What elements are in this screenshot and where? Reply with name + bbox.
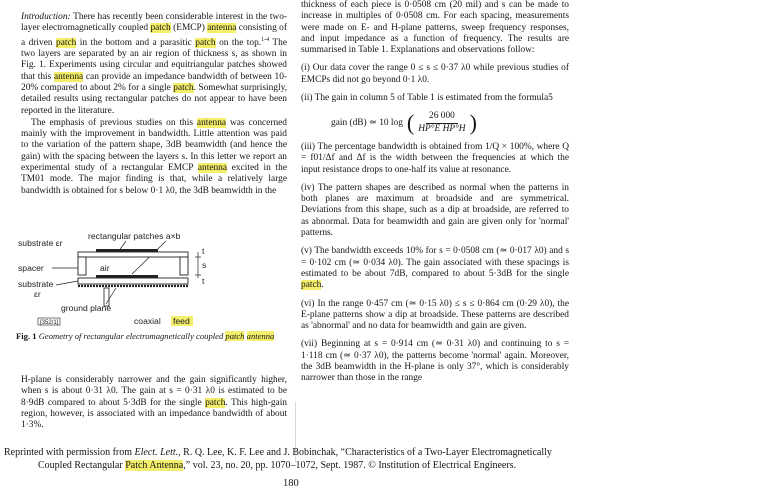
right-column <box>301 0 569 386</box>
label-spacer: spacer <box>18 263 44 273</box>
item-vii: (vii) Beginning at s = 0·914 cm (≃ 0·31 λ0) and continuing to s = 1·118 cm (≃ 0·37 λ0), the patterns become 'normal' again. Moreover, the 3dB beamwidth in the H-plane is only 37°, which is considerably narrower than those in the range <box>301 339 569 384</box>
formula-fraction <box>418 111 465 135</box>
reprint-credit <box>4 446 604 472</box>
formula-numerator: 26 000 <box>426 111 458 123</box>
paragraph-2 <box>21 118 287 197</box>
left-lower-paragraph <box>21 375 287 431</box>
right-intro: thickness of each piece is 0·0508 cm (20 mil) and s can be made to increase in multiples of 0·0508 cm. For each spacing, measurements were made on E- and H-plane patterns, sweep frequency responses, and input impedance as a function of frequency. The results are summarised in Table 1. Explanations and observations follow: <box>301 0 569 56</box>
credit-text: R. Q. Lee, K. F. Lee and J. Bobinchak, “Characteristics of a Two-Layer Electromagnetically <box>180 447 552 458</box>
item-iv: (iv) The pattern shapes are described as normal when the patterns in both planes are maximum at broadside and are symmetrical. Deviations from this shape, such as a dip at broadside, are referred to as abnormal. Data for beamwidth and gain are given only for 'normal' patterns. <box>301 182 569 239</box>
text-span: can provide an impedance bandwidth of between 10-20% compared to about 2% for a single <box>21 71 288 93</box>
label-substrate-top: substrate εr <box>18 238 63 248</box>
leader-line <box>56 281 78 285</box>
credit-text: Reprinted with permission from <box>4 447 135 458</box>
highlight-patch-antenna: Patch Antenna <box>125 460 184 471</box>
highlight-antenna: antenna <box>207 23 237 34</box>
highlight-patch: patch <box>195 37 216 48</box>
credit-text: ,” vol. 23, no. 20, pp. 1070–1072, Sept. 1987. © Institution of Electrical Engineers. <box>183 460 517 471</box>
top-substrate <box>78 252 188 257</box>
formula-lhs: gain (dB) ≃ 10 log <box>331 117 403 128</box>
text-span: was concerned mainly with the improvement in bandwidth. Little attention was paid to the variation of the pattern shape, 3dB beamwidth (and hence the gain) with the spacing between the layers s. In this letter we report an experimental study of a rectangular EMCP <box>21 117 287 173</box>
highlight-patch: patch <box>301 280 322 291</box>
text-span: H-plane is considerably narrower and the gain significantly higher, when s is about 0·31 λ0. The gain at s = 0·31 λ0 is estimated to be 8·9dB compared to about 5·3dB for the single <box>21 375 287 408</box>
bottom-substrate <box>78 278 188 284</box>
label-substrate-bottom: substrate <box>18 279 54 289</box>
label-eps: εr <box>34 289 41 299</box>
text-span: in the bottom and a parasitic <box>76 37 196 48</box>
spacer-right <box>180 257 188 275</box>
item-i: (i) Our data cover the range 0 ≤ s ≤ 0·37 λ0 while previous studies of EMCPs did not go beyond 0·1 λ0. <box>301 63 569 85</box>
item-ii: (ii) The gain in column 5 of Table 1 is estimated from the formula5 <box>301 93 553 104</box>
label-air: air <box>100 263 110 273</box>
figure-caption <box>16 331 288 342</box>
label-coax: coaxial <box>134 316 161 326</box>
label-s: s <box>202 260 207 270</box>
text-span: excited in the TM01 mode. The major finding is that, while a relatively large bandwidth is obtained for s below 0·1 λ0, the 3dB beamwidth in the <box>21 162 287 196</box>
text-span: consisting of a driven <box>21 23 287 48</box>
text-span: (EMCP) <box>170 23 208 34</box>
item-v <box>301 246 569 291</box>
text-span: (v) The bandwidth exceeds 10% for s = 0·0508 cm (≃ 0·017 λ0) and s = 0·102 cm (≃ 0·034 λ0). The gain associated with these spacings is estimated to be about 7dB, compared to about 5·3dB for the single <box>301 246 569 279</box>
reference-superscript: 1-4 <box>261 36 270 43</box>
text-span: The emphasis of previous studies on this <box>31 117 197 128</box>
text-span: on the top. <box>215 37 262 48</box>
text-span: There has recently been considerable interest in the two-layer electromagnetically coupled <box>21 12 287 34</box>
highlight-patch: patch <box>150 23 171 34</box>
caption-number: Fig. 1 <box>16 331 37 341</box>
highlight-patch: patch <box>205 397 226 408</box>
figure-stamp: [352/1] <box>40 320 59 326</box>
highlight-antenna: antenna <box>246 331 275 341</box>
highlight-antenna: antenna <box>197 162 228 173</box>
label-t-top: t <box>202 246 205 256</box>
text-span: . This high-gain region, however, is associated with an impedance bandwidth of about 1·3%. <box>21 397 287 431</box>
text-span: The two layers are separated by an air region of thickness s, as shown in Fig. 1. Experiments using circular and equitriangular patches showed that this <box>21 37 288 82</box>
caption-text: Geometry of rectangular electromagnetically coupled <box>38 331 226 341</box>
credit-text: Coupled Rectangular <box>38 460 126 471</box>
credit-line-2 <box>4 459 604 472</box>
label-ground: ground plane <box>61 303 112 313</box>
highlight-patch: patch <box>56 37 77 48</box>
label-feed: feed <box>173 316 190 326</box>
left-column <box>21 12 287 198</box>
intro-label: Introduction: <box>21 12 71 22</box>
gain-formula: gain (dB) ≃ 10 log ( $\frac{26 000}{\text{HP°E HP°H}}$ ) <box>331 110 477 136</box>
formula-denominator: HP°E HP°H <box>418 123 466 134</box>
journal-name: Elect. Lett., <box>134 447 181 458</box>
text-span: . <box>321 280 324 291</box>
text-span: . Somewhat surprisingly, detailed results using rectangular patches do not appear to have been reported in the literature. <box>21 82 288 116</box>
top-patch <box>96 249 158 252</box>
bottom-patch <box>96 275 158 278</box>
highlight-antenna: antenna <box>196 117 227 128</box>
leader-line <box>132 241 166 274</box>
highlight-antenna: antenna <box>54 71 84 82</box>
page-number: 180 <box>283 478 299 489</box>
highlight-patch: patch <box>225 331 245 341</box>
label-t-bottom: t <box>202 276 205 286</box>
intro-paragraph <box>21 12 287 117</box>
label-rect-patches: rectangular patches a×b <box>88 231 181 241</box>
highlight-patch: patch <box>173 82 194 93</box>
item-vi: (vi) In the range 0·457 cm (≃ 0·15 λ0) ≤ s ≤ 0·864 cm (0·29 λ0), the E-plane patterns show a dip at broadside. These patterns are described as 'abnormal' and no data for beamwidth and gain are given. <box>301 298 569 332</box>
item-iii: (iii) The percentage bandwidth is obtained from 1/Q × 100%, where Q = f01/Δf and Δf is the width between the frequencies at which the input resistance drops to one-half its value at resonance. <box>301 141 569 175</box>
spacer-left <box>78 257 86 275</box>
